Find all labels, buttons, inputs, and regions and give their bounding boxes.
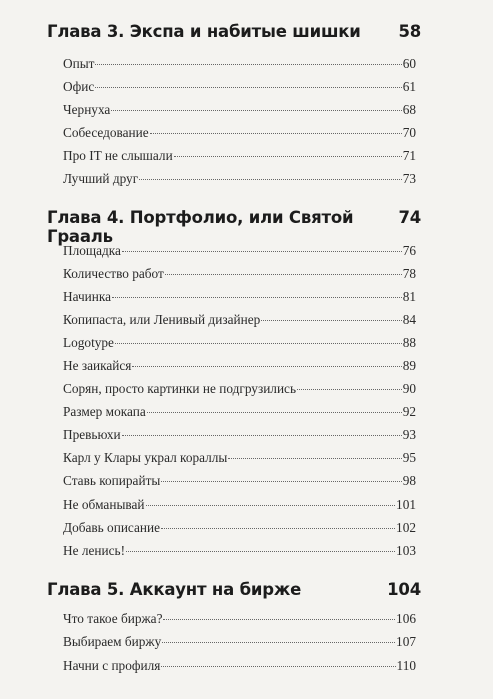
dot-leader xyxy=(162,642,395,643)
toc-entry xyxy=(63,56,416,72)
entry-title: Размер мокапа xyxy=(63,404,146,419)
toc-entry xyxy=(63,171,416,187)
toc-entry xyxy=(63,450,416,466)
dot-leader xyxy=(161,481,401,482)
toc-entry xyxy=(63,243,416,259)
entry-title: Превьюхи xyxy=(63,427,121,442)
entry-title: Копипаста, или Ленивый дизайнер xyxy=(63,312,261,327)
dot-leader xyxy=(147,412,402,413)
dot-leader xyxy=(228,458,401,459)
toc-entry xyxy=(63,125,416,141)
dot-leader xyxy=(161,666,395,667)
entry-title: Добавь описание xyxy=(63,520,161,535)
chapter-4-heading xyxy=(47,208,421,246)
chapter-3-heading xyxy=(47,22,421,41)
toc-entry xyxy=(63,473,416,489)
toc-entry xyxy=(63,543,416,559)
dot-leader xyxy=(122,251,402,252)
entry-page: 95 xyxy=(402,450,416,465)
entry-title: Logotype xyxy=(63,335,114,350)
dot-leader xyxy=(115,343,402,344)
entry-title: Начинка xyxy=(63,289,112,304)
dot-leader xyxy=(139,179,402,180)
chapter-title: Глава 5. Аккаунт на бирже xyxy=(47,580,302,599)
toc-entry xyxy=(63,520,416,536)
entry-page: 110 xyxy=(396,658,416,673)
entry-title: Что такое биржа? xyxy=(63,611,163,626)
chapter-page: 104 xyxy=(387,580,421,599)
entry-title: Не обманывай xyxy=(63,497,145,512)
toc-entry xyxy=(63,312,416,328)
entry-page: 107 xyxy=(396,634,416,649)
chapter-page: 58 xyxy=(398,22,421,41)
dot-leader xyxy=(146,505,396,506)
toc-entry xyxy=(63,381,416,397)
toc-entry xyxy=(63,148,416,164)
toc-entry xyxy=(63,427,416,443)
entry-page: 101 xyxy=(396,497,416,512)
entry-page: 106 xyxy=(396,611,416,626)
dot-leader xyxy=(163,619,395,620)
entry-page: 92 xyxy=(402,404,416,419)
entry-title: Количество работ xyxy=(63,266,164,281)
dot-leader xyxy=(261,320,401,321)
toc-entry xyxy=(63,335,416,351)
entry-page: 93 xyxy=(402,427,416,442)
chapter-page: 74 xyxy=(398,208,421,227)
entry-page: 70 xyxy=(402,125,416,140)
entry-title: Сорян, просто картинки не подгрузились xyxy=(63,381,297,396)
dot-leader xyxy=(297,389,402,390)
dot-leader xyxy=(174,156,402,157)
entry-title: Про IT не слышали xyxy=(63,148,173,163)
toc-entry xyxy=(63,658,416,674)
toc-entry xyxy=(63,611,416,627)
entry-title: Выбираем биржу xyxy=(63,634,162,649)
entry-title: Лучший друг xyxy=(63,171,139,186)
dot-leader xyxy=(111,110,401,111)
entry-page: 81 xyxy=(402,289,416,304)
entry-page: 76 xyxy=(402,243,416,258)
toc-entry xyxy=(63,79,416,95)
entry-title: Карл у Клары украл кораллы xyxy=(63,450,228,465)
toc-entry xyxy=(63,266,416,282)
entry-title: Собеседование xyxy=(63,125,149,140)
entry-title: Не заикайся xyxy=(63,358,132,373)
toc-entry xyxy=(63,497,416,513)
entry-title: Офис xyxy=(63,79,95,94)
dot-leader xyxy=(122,435,402,436)
dot-leader xyxy=(95,87,401,88)
entry-page: 84 xyxy=(402,312,416,327)
entry-page: 78 xyxy=(402,266,416,281)
entry-page: 71 xyxy=(402,148,416,163)
toc-entry xyxy=(63,102,416,118)
entry-title: Начни с профиля xyxy=(63,658,161,673)
dot-leader xyxy=(165,274,402,275)
entry-page: 88 xyxy=(402,335,416,350)
dot-leader xyxy=(95,64,401,65)
toc-entry xyxy=(63,634,416,650)
entry-page: 102 xyxy=(396,520,416,535)
entry-page: 90 xyxy=(402,381,416,396)
entry-title: Не ленись! xyxy=(63,543,125,558)
dot-leader xyxy=(126,551,395,552)
entry-title: Площадка xyxy=(63,243,121,258)
entry-title: Чернуха xyxy=(63,102,111,117)
entry-page: 68 xyxy=(402,102,416,117)
chapter-title: Глава 4. Портфолио, или Святой Грааль xyxy=(47,208,354,246)
chapter-5-heading xyxy=(47,580,421,599)
entry-page: 61 xyxy=(402,79,416,94)
entry-page: 98 xyxy=(402,473,416,488)
dot-leader xyxy=(112,297,402,298)
chapter-title: Глава 3. Экспа и набитые шишки xyxy=(47,22,361,41)
toc-entry xyxy=(63,289,416,305)
dot-leader xyxy=(132,366,401,367)
entry-page: 103 xyxy=(396,543,416,558)
entry-page: 60 xyxy=(402,56,416,71)
toc-entry xyxy=(63,358,416,374)
entry-title: Опыт xyxy=(63,56,95,71)
entry-page: 89 xyxy=(402,358,416,373)
toc-entry xyxy=(63,404,416,420)
entry-title: Ставь копирайты xyxy=(63,473,161,488)
entry-page: 73 xyxy=(402,171,416,186)
dot-leader xyxy=(161,528,395,529)
dot-leader xyxy=(150,133,402,134)
